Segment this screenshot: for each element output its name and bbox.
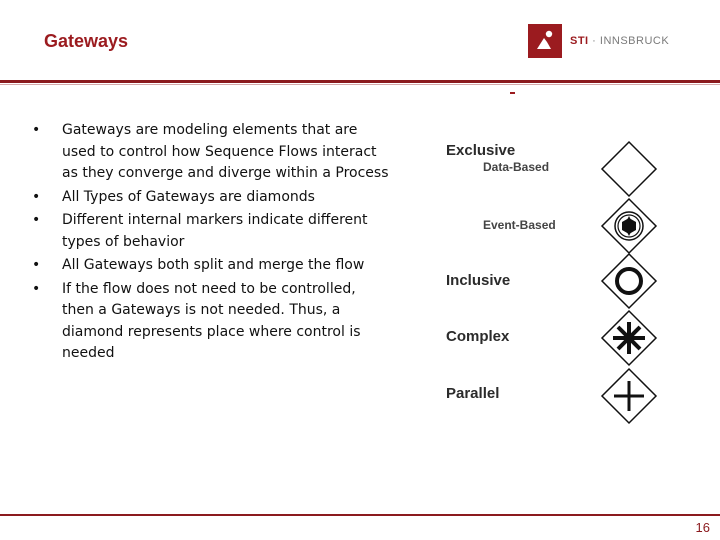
bullet-text: All Types of Gateways are diamonds	[62, 188, 315, 205]
slide-title: Gateways	[44, 31, 129, 51]
bullet-item	[30, 120, 390, 185]
small-dash	[510, 92, 515, 94]
inclusive-gateway-icon	[602, 254, 656, 308]
sti-logo	[528, 24, 669, 58]
bullet-dot-icon: •	[32, 188, 41, 205]
bullet-dot-icon: •	[32, 280, 41, 297]
label-data-based: Data-Based	[483, 160, 550, 174]
label-inclusive: Inclusive	[446, 272, 511, 289]
parallel-gateway-icon	[602, 369, 656, 423]
complex-gateway-icon	[602, 311, 656, 365]
header-rule-light	[0, 84, 720, 85]
bullet-item	[30, 279, 390, 365]
bullet-dot-icon: •	[32, 212, 41, 228]
bullet-dot-icon: •	[32, 122, 41, 138]
label-parallel: Parallel	[446, 385, 500, 402]
bullet-text: Gateways are modeling elements that are used to control how Sequence Flows interact as they converge and diverge within a Process	[62, 122, 389, 181]
bullet-list	[30, 120, 390, 369]
sti-logo-icon	[528, 24, 562, 58]
label-event-based: Event-Based	[483, 218, 556, 232]
footer-rule	[0, 514, 720, 516]
gateway-symbols	[590, 135, 670, 430]
logo-city: INNSBRUCK	[599, 35, 670, 47]
header-rule	[0, 80, 720, 83]
bullet-text: All Gateways both split and merge the flow	[62, 257, 365, 273]
bullet-item	[30, 187, 390, 209]
exclusive-gateway-diamond-icon	[602, 142, 656, 196]
bullet-text: If the flow does not need to be controlled, then a Gateways is not needed. Thus, a diamond represents place where control is needed	[62, 280, 361, 361]
page-number: 16	[695, 520, 710, 535]
bullet-text: Different internal markers indicate different types of behavior	[62, 212, 368, 250]
label-complex: Complex	[446, 328, 510, 345]
logo-brand: STI	[570, 35, 589, 47]
bullet-item	[30, 210, 390, 253]
label-exclusive: Exclusive	[446, 142, 516, 159]
sti-logo-text	[570, 35, 669, 47]
bullet-item	[30, 255, 390, 277]
logo-separator: ·	[588, 35, 600, 47]
bullet-dot-icon: •	[32, 257, 41, 273]
event-based-gateway-icon	[602, 199, 656, 253]
